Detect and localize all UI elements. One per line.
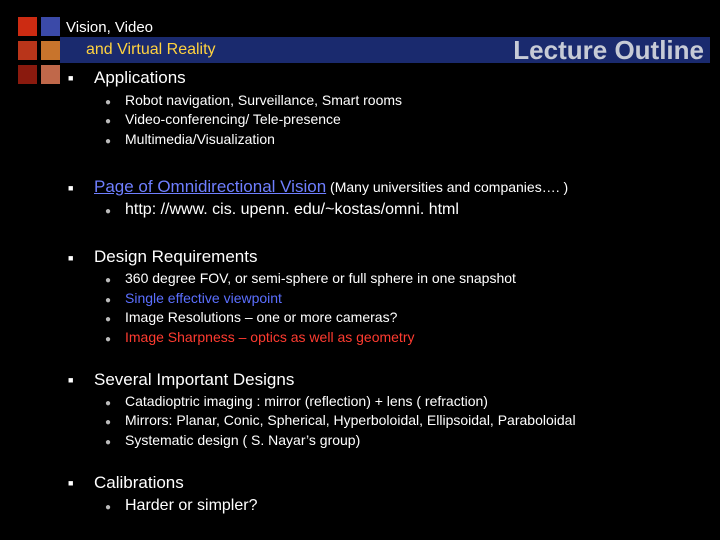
outline-design: Design Requirements [94, 247, 258, 266]
list-item: ● Catadioptric imaging : mirror (reflection) + lens ( refraction) [105, 393, 488, 409]
bullet-square-icon: ■ [68, 478, 74, 488]
bullet-dot-icon: ● [105, 417, 112, 428]
list-item: ● Video-conferencing/ Tele-presence [105, 111, 341, 127]
list-item: ● Image Resolutions – one or more cameras? [105, 309, 398, 325]
bullet-dot-icon: ● [105, 97, 112, 108]
list-item: ● 360 degree FOV, or semi-sphere or full sphere in one snapshot [105, 270, 516, 286]
list-item: ● Systematic design ( S. Nayar’s group) [105, 432, 361, 448]
deco-square [41, 17, 60, 36]
bullet-dot-icon: ● [105, 314, 112, 325]
deco-square [18, 41, 37, 60]
list-item: ● Harder or simpler? [105, 497, 258, 514]
course-title-line1: Vision, Video [66, 19, 154, 36]
bullet-square-icon: ■ [68, 253, 74, 263]
outline-calibrations: Calibrations [94, 473, 184, 492]
bullet-square-icon: ■ [68, 73, 74, 83]
course-title-line2: and Virtual Reality [86, 41, 216, 58]
bullet-square-icon: ■ [68, 183, 74, 193]
bullet-dot-icon: ● [105, 136, 112, 147]
list-item: ● Robot navigation, Surveillance, Smart rooms [105, 92, 403, 108]
bullet-dot-icon: ● [105, 275, 112, 286]
bullet-dot-icon: ● [105, 116, 112, 127]
omni-note: (Many universities and companies…. ) [326, 179, 569, 195]
outline-important: Several Important Designs [94, 370, 295, 389]
deco-square [18, 17, 37, 36]
bullet-dot-icon: ● [105, 398, 112, 409]
bullet-dot-icon: ● [105, 206, 112, 217]
list-item [105, 201, 459, 219]
deco-square [18, 65, 37, 84]
outline-omni [94, 177, 568, 197]
list-item: ● Single effective viewpoint [105, 290, 282, 306]
bullet-dot-icon: ● [105, 334, 112, 345]
deco-square [41, 41, 60, 60]
bullet-dot-icon: ● [105, 295, 112, 306]
omni-page-link[interactable]: Page of Omnidirectional Vision [94, 177, 327, 196]
deco-square [41, 65, 60, 84]
list-item: ● Image Sharpness – optics as well as geometry [105, 329, 415, 345]
bullet-square-icon: ■ [68, 375, 74, 385]
list-item: ● Multimedia/Visualization [105, 131, 275, 147]
lecture-title: Lecture Outline [513, 35, 704, 65]
bullet-dot-icon: ● [105, 502, 112, 513]
omni-url[interactable]: http: //www. cis. upenn. edu/~kostas/omni. html [125, 201, 459, 218]
list-item: ● Mirrors: Planar, Conic, Spherical, Hyperboloidal, Ellipsoidal, Paraboloidal [105, 412, 576, 428]
outline-applications: Applications [94, 68, 186, 87]
bullet-dot-icon: ● [105, 437, 112, 448]
